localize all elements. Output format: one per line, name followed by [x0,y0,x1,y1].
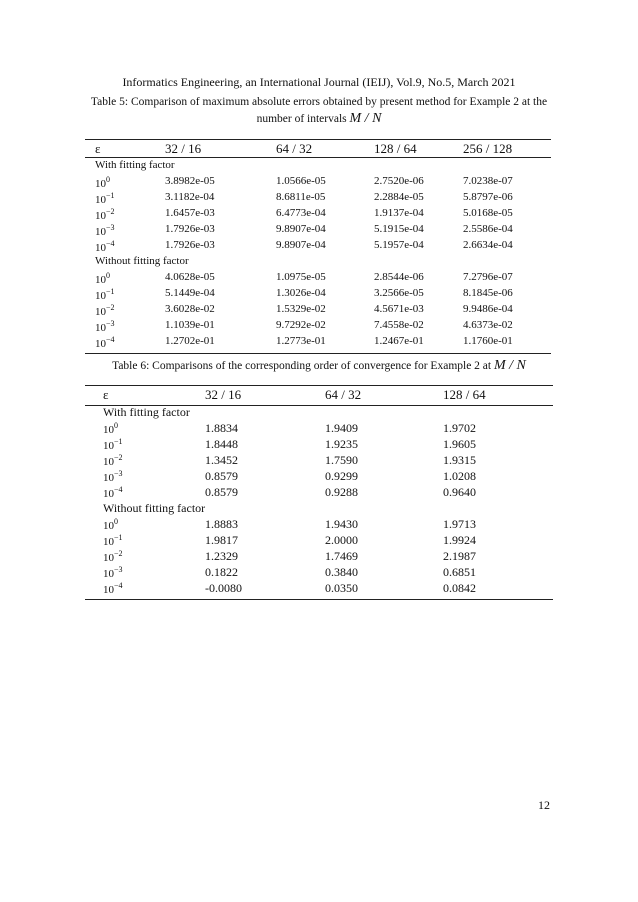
epsilon-base: 10 [103,424,114,436]
epsilon-base: 10 [95,226,106,238]
epsilon-exponent: −3 [106,319,115,328]
column-header: 256 / 128 [463,141,513,156]
section-label: With fitting factor [103,405,190,419]
table-cell: 1.8883 [205,517,238,531]
table-cell: 1.0208 [443,469,476,483]
table-cell: 1.0975e-05 [276,271,326,283]
column-header: ε [103,387,109,402]
epsilon-exponent: 0 [114,517,118,526]
table-cell: 0.1822 [205,565,238,579]
table-cell: 0.0350 [325,581,358,595]
epsilon-exponent: −1 [106,287,115,296]
table-cell: 2.0000 [325,533,358,547]
table-cell: 1.7590 [325,453,358,467]
table-cell: 1.7469 [325,549,358,563]
table6-bottom-rule [85,599,553,600]
table-cell: 1.2702e-01 [165,335,215,347]
table-cell: 7.4558e-02 [374,319,424,331]
column-header: 64 / 32 [325,387,362,402]
epsilon-base: 10 [95,306,106,318]
table-cell: 1.9713 [443,517,476,531]
table-cell: 2.1987 [443,549,476,563]
table-cell: 1.0566e-05 [276,175,326,187]
table-cell: 5.1449e-04 [165,287,215,299]
table-cell: 3.8982e-05 [165,175,215,187]
epsilon-base: 10 [103,472,114,484]
epsilon-value [95,335,115,350]
table-cell: 2.7520e-06 [374,175,424,187]
epsilon-exponent: −4 [106,335,115,344]
table5-caption-line2 [0,111,638,127]
table5-header-rule [85,157,551,158]
epsilon-base: 10 [95,338,106,350]
table-cell: 1.1760e-01 [463,335,513,347]
table6-caption-line [0,358,638,374]
table-cell: 1.1039e-01 [165,319,215,331]
table6-top-rule [85,385,553,386]
epsilon-exponent: −2 [114,453,123,462]
column-header: ε [95,141,101,156]
column-header: 64 / 32 [276,141,313,156]
table-cell: 0.3840 [325,565,358,579]
table5-top-rule [85,139,551,140]
table-cell: 1.9235 [325,437,358,451]
epsilon-value [103,549,123,564]
table-cell: 1.8834 [205,421,238,435]
epsilon-value [103,517,118,532]
table-cell: 4.0628e-05 [165,271,215,283]
table-cell: 5.1915e-04 [374,223,424,235]
table-cell: 0.0842 [443,581,476,595]
table-cell: 3.1182e-04 [165,191,215,203]
table-cell: 1.3452 [205,453,238,467]
table-cell: 2.5586e-04 [463,223,513,235]
table-cell: 1.9430 [325,517,358,531]
epsilon-value [103,565,123,580]
epsilon-base: 10 [95,322,106,334]
table-cell: 1.2773e-01 [276,335,326,347]
table-cell: 1.6457e-03 [165,207,215,219]
epsilon-value [103,453,123,468]
epsilon-base: 10 [95,210,106,222]
table6-caption-mn: M / N [494,358,526,373]
column-header: 128 / 64 [443,387,486,402]
table-cell: 8.1845e-06 [463,287,513,299]
epsilon-exponent: −3 [114,565,123,574]
table5-caption-text: number of intervals [256,113,347,125]
journal-header: Informatics Engineering, an International Journal (IEIJ), Vol.9, No.5, March 2021 [122,75,516,89]
epsilon-value [95,175,110,190]
epsilon-value [95,303,115,318]
table-cell: 1.2467e-01 [374,335,424,347]
table6-caption: Table 6: Comparisons of the corresponding order of convergence for Example 2 at [112,360,492,372]
table-cell: -0.0080 [205,581,242,595]
table5-caption: Table 5: Comparison of maximum absolute errors obtained by present method for Example 2 at the [90,96,548,108]
epsilon-exponent: −3 [106,223,115,232]
epsilon-value [103,485,123,500]
table-cell: 1.9702 [443,421,476,435]
table-cell: 0.9288 [325,485,358,499]
epsilon-value [103,421,118,436]
epsilon-exponent: −4 [114,485,123,494]
table-cell: 4.6373e-02 [463,319,513,331]
epsilon-exponent: 0 [106,175,110,184]
table-cell: 0.6851 [443,565,476,579]
table-cell: 7.2796e-07 [463,271,513,283]
section-label: With fitting factor [95,159,175,171]
table-cell: 7.0238e-07 [463,175,513,187]
epsilon-value [103,469,123,484]
table-cell: 4.5671e-03 [374,303,424,315]
epsilon-exponent: −3 [114,469,123,478]
section-label: Without fitting factor [103,501,206,515]
table-cell: 1.2329 [205,549,238,563]
epsilon-base: 10 [95,274,106,286]
epsilon-base: 10 [103,440,114,452]
table-cell: 5.1957e-04 [374,239,424,251]
epsilon-exponent: −2 [106,207,115,216]
table-cell: 0.9299 [325,469,358,483]
table5-bottom-rule [85,353,551,354]
table-cell: 9.7292e-02 [276,319,326,331]
table-cell: 9.8907e-04 [276,239,326,251]
table-cell: 5.0168e-05 [463,207,513,219]
table-cell: 1.9315 [443,453,476,467]
epsilon-base: 10 [103,488,114,500]
epsilon-value [95,319,115,334]
epsilon-value [95,271,110,286]
epsilon-value [95,287,115,302]
epsilon-exponent: −4 [106,239,115,248]
epsilon-base: 10 [103,568,114,580]
table-cell: 1.9605 [443,437,476,451]
epsilon-value [95,239,115,254]
table-cell: 1.9924 [443,533,476,547]
table-cell: 1.7926e-03 [165,223,215,235]
table-cell: 9.8907e-04 [276,223,326,235]
table-cell: 3.2566e-05 [374,287,424,299]
epsilon-value [103,581,123,596]
table-cell: 1.9817 [205,533,238,547]
table-cell: 0.8579 [205,485,238,499]
table-cell: 0.8579 [205,469,238,483]
table-cell: 2.6634e-04 [463,239,513,251]
epsilon-exponent: −2 [106,303,115,312]
table-cell: 3.6028e-02 [165,303,215,315]
epsilon-base: 10 [103,456,114,468]
table-cell: 9.9486e-04 [463,303,513,315]
epsilon-value [95,223,115,238]
table-cell: 1.3026e-04 [276,287,326,299]
table-cell: 2.8544e-06 [374,271,424,283]
epsilon-exponent: −4 [114,581,123,590]
table-cell: 0.9640 [443,485,476,499]
epsilon-base: 10 [103,536,114,548]
epsilon-exponent: −1 [114,533,123,542]
table-cell: 1.9137e-04 [374,207,424,219]
table-cell: 1.5329e-02 [276,303,326,315]
epsilon-base: 10 [95,290,106,302]
epsilon-base: 10 [95,178,106,190]
table-cell: 1.7926e-03 [165,239,215,251]
column-header: 128 / 64 [374,141,417,156]
epsilon-exponent: 0 [114,421,118,430]
epsilon-exponent: −2 [114,549,123,558]
table-cell: 8.6811e-05 [276,191,326,203]
epsilon-value [103,437,123,452]
epsilon-exponent: 0 [106,271,110,280]
epsilon-value [103,533,123,548]
column-header: 32 / 16 [165,141,202,156]
page-number: 12 [538,798,550,812]
epsilon-base: 10 [95,242,106,254]
epsilon-exponent: −1 [106,191,115,200]
epsilon-value [95,207,115,222]
epsilon-base: 10 [103,584,114,596]
epsilon-value [95,191,115,206]
table-cell: 2.2884e-05 [374,191,424,203]
epsilon-base: 10 [95,194,106,206]
section-label: Without fitting factor [95,255,189,267]
epsilon-exponent: −1 [114,437,123,446]
table-cell: 1.8448 [205,437,238,451]
table-cell: 6.4773e-04 [276,207,326,219]
table-cell: 1.9409 [325,421,358,435]
table-cell: 5.8797e-06 [463,191,513,203]
epsilon-base: 10 [103,552,114,564]
table5-caption-mn: M / N [349,111,382,126]
epsilon-base: 10 [103,520,114,532]
column-header: 32 / 16 [205,387,242,402]
